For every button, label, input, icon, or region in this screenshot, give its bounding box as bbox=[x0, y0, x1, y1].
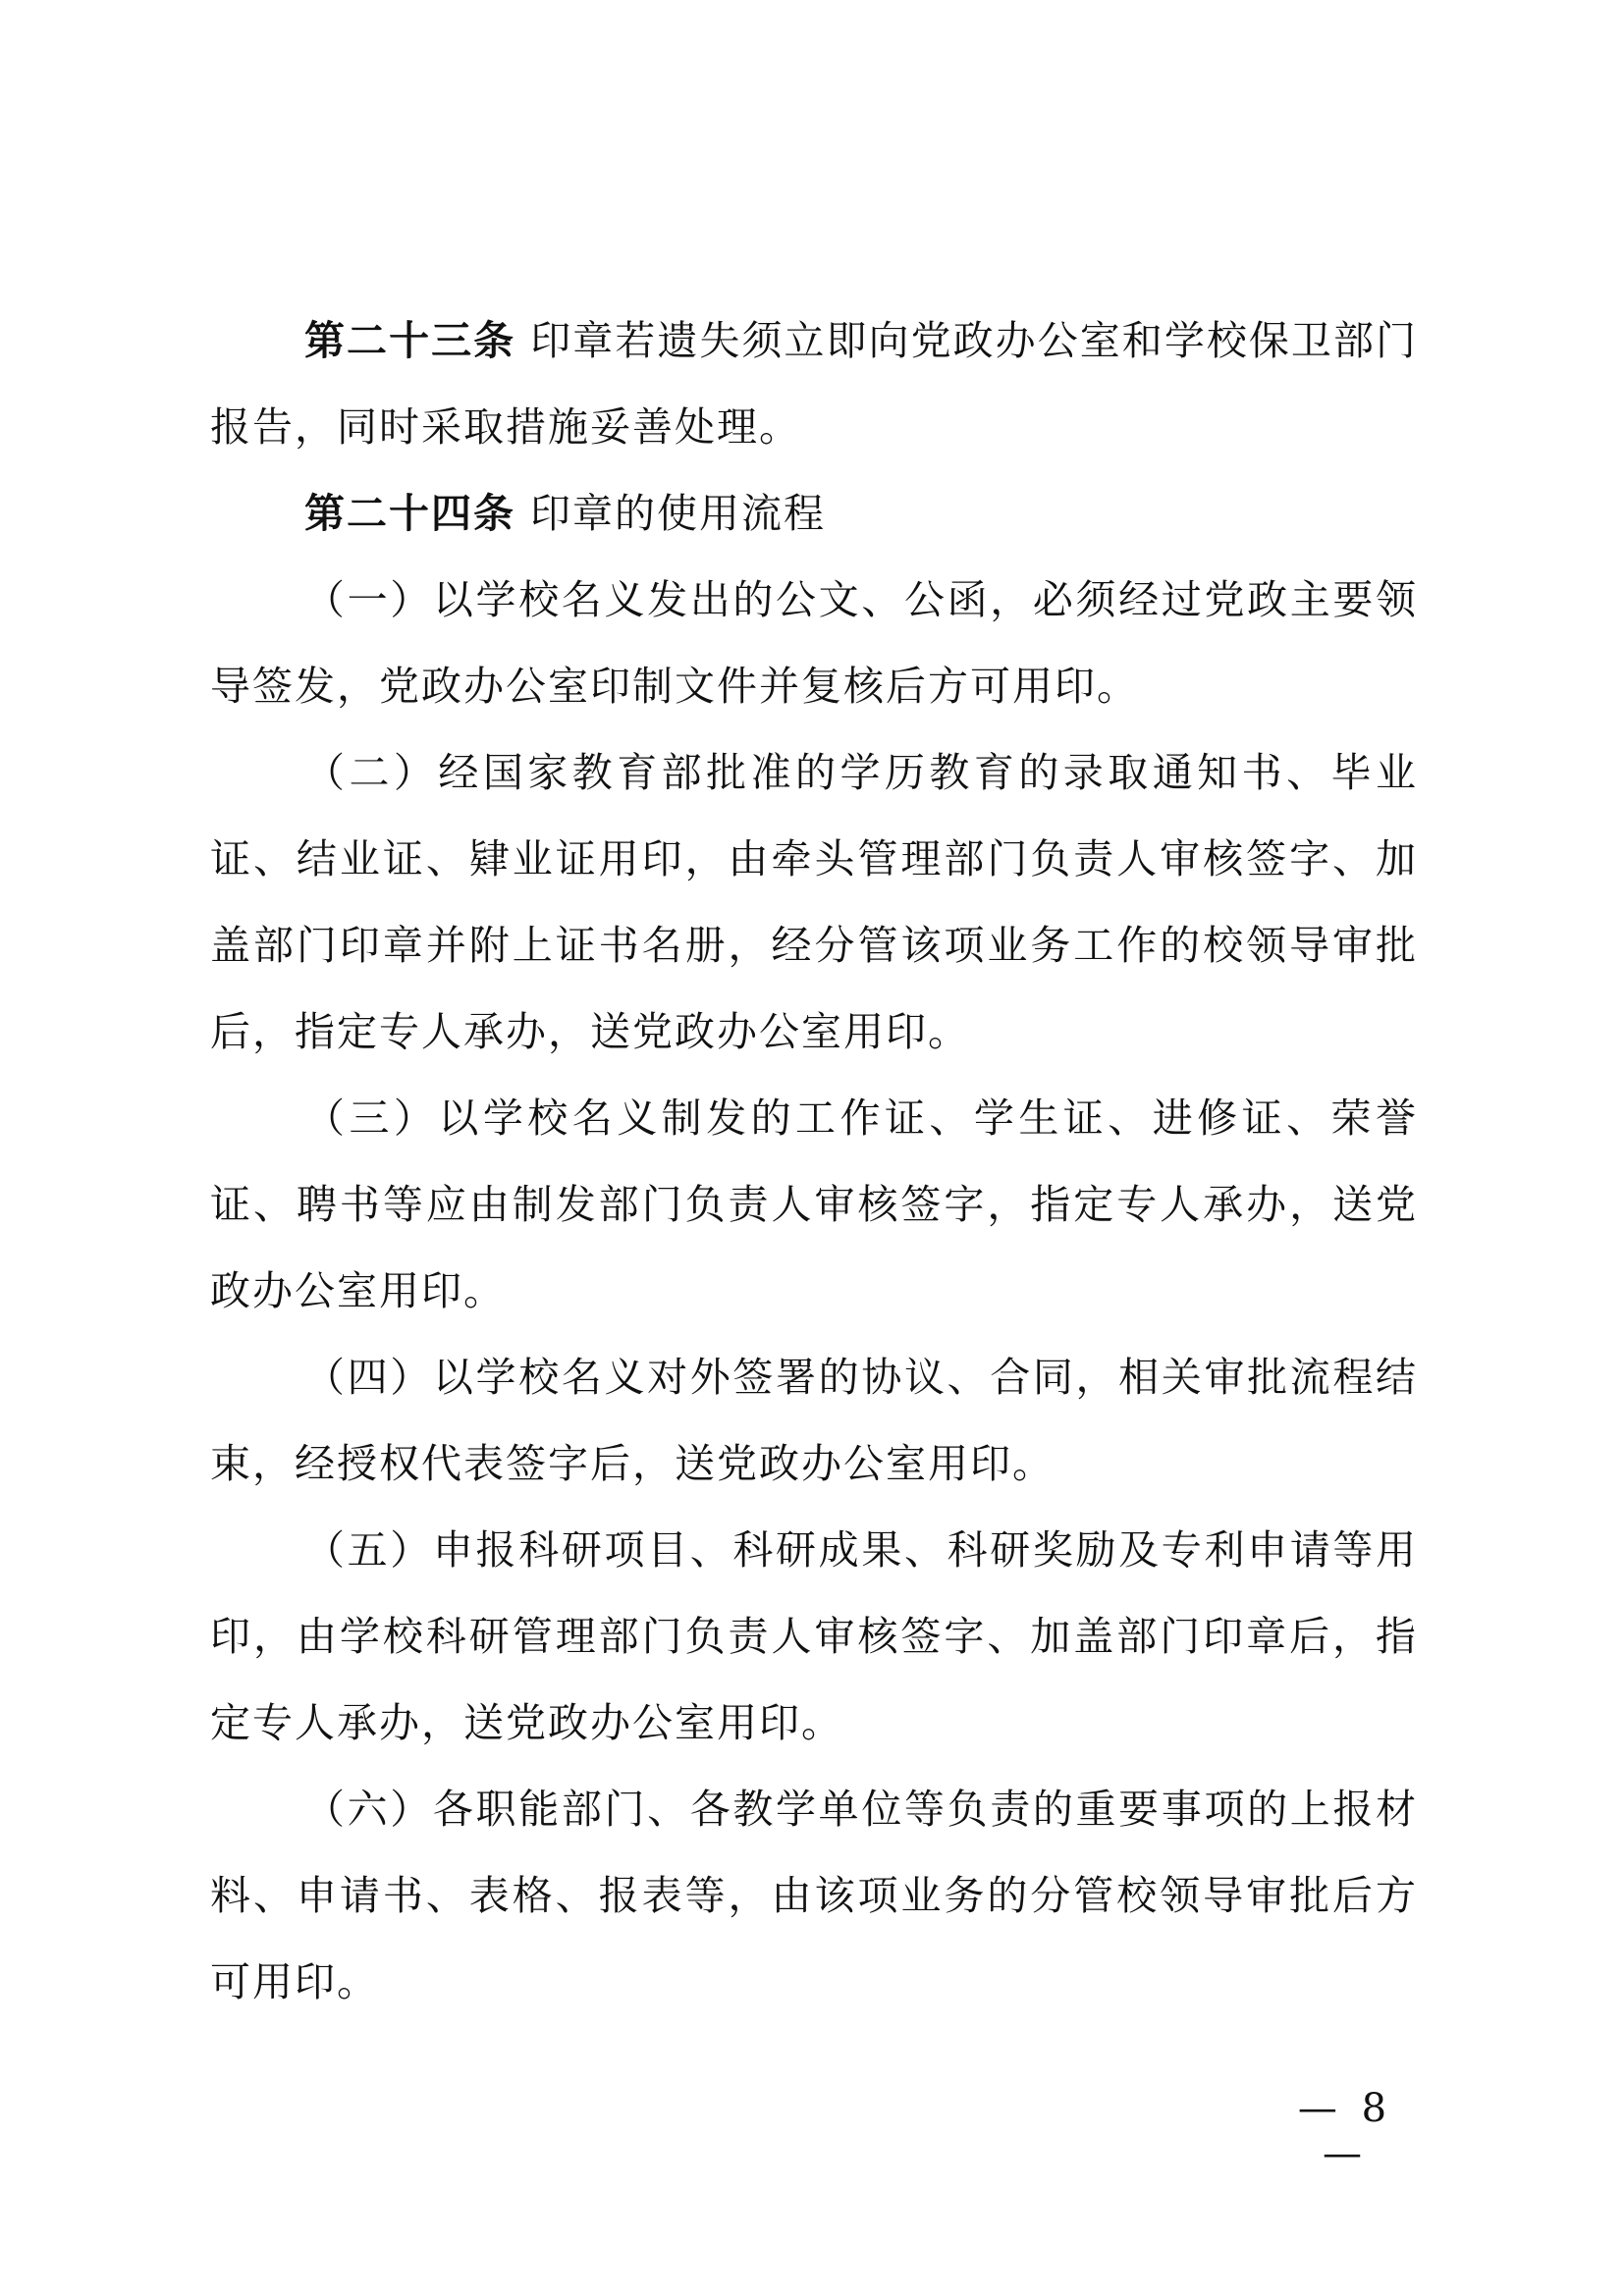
item-6-paragraph bbox=[210, 1766, 1418, 2025]
page-number: — 8 — bbox=[1297, 2086, 1393, 2176]
item-2-paragraph bbox=[210, 729, 1418, 1075]
item-3-paragraph bbox=[210, 1075, 1418, 1334]
article-heading: 第二十三条 bbox=[304, 317, 516, 364]
paragraph-text: （二）经国家教育部批准的学历教育的录取通知书、毕业证、结业证、肄业证用印，由牵头管理部门负责人审核签字、加盖部门印章并附上证书名册，经分管该项业务工作的校领导审批后，指定专人承办，送党政办公室用印。 bbox=[210, 749, 1418, 1055]
item-1-paragraph bbox=[210, 557, 1418, 729]
paragraph-text: （一）以学校名义发出的公文、公函，必须经过党政主要领导签发，党政办公室印制文件并复核后方可用印。 bbox=[210, 576, 1418, 710]
paragraph-text: （六）各职能部门、各教学单位等负责的重要事项的上报材料、申请书、表格、报表等，由该项业务的分管校领导审批后方可用印。 bbox=[210, 1786, 1418, 2005]
article-heading: 第二十四条 bbox=[304, 490, 515, 537]
article-23-paragraph bbox=[210, 297, 1418, 470]
paragraph-text: （三）以学校名义制发的工作证、学生证、进修证、荣誉证、聘书等应由制发部门负责人审核签字，指定专人承办，送党政办公室用印。 bbox=[210, 1095, 1418, 1314]
paragraph-text: （四）以学校名义对外签署的协议、合同，相关审批流程结束，经授权代表签字后，送党政办公室用印。 bbox=[210, 1354, 1418, 1487]
paragraph-text: 印章若遗失须立即向党政办公室和学校保卫部门报告，同时采取措施妥善处理。 bbox=[210, 317, 1418, 451]
paragraph-text: 印章的使用流程 bbox=[530, 490, 827, 537]
article-24-paragraph bbox=[210, 470, 1418, 557]
paragraph-text: （五）申报科研项目、科研成果、科研奖励及专利申请等用印，由学校科研管理部门负责人审核签字、加盖部门印章后，指定专人承办，送党政办公室用印。 bbox=[210, 1526, 1418, 1746]
item-5-paragraph bbox=[210, 1507, 1418, 1766]
document-body bbox=[210, 297, 1418, 2025]
item-4-paragraph bbox=[210, 1334, 1418, 1507]
